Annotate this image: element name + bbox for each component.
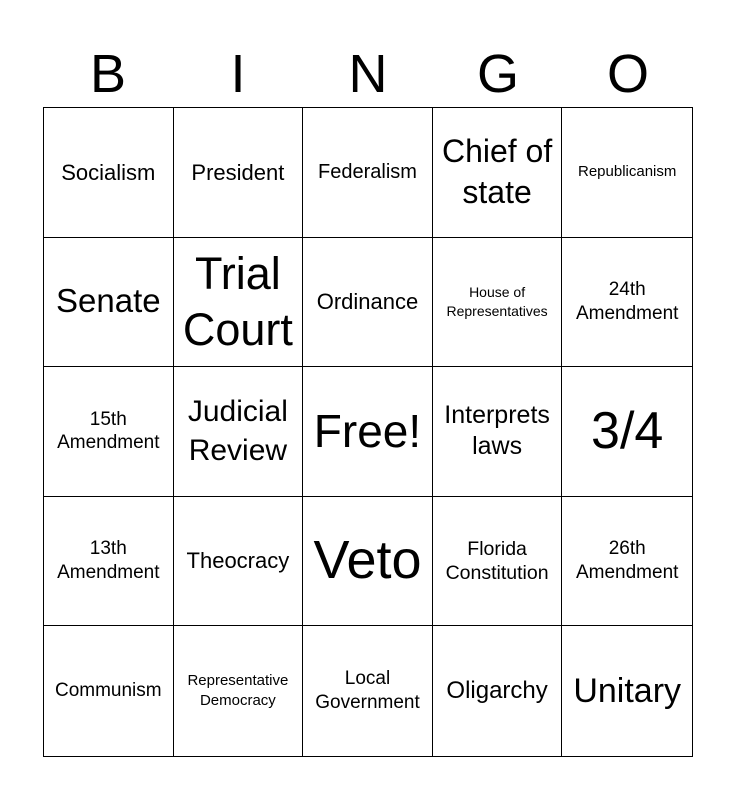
bingo-cell-r5c1[interactable] [44,626,174,756]
cell-label: 3/4 [591,401,664,460]
cell-label: Representative Democracy [187,671,289,710]
header-letter-o: O [606,44,649,104]
cell-label: Socialism [61,159,156,185]
bingo-cell-r3c3[interactable] [303,367,433,497]
bingo-cell-r4c2[interactable] [174,497,304,627]
bingo-cell-r1c1[interactable] [44,108,174,238]
cell-label: Interprets laws [444,401,550,461]
cell-label: Theocracy [186,548,290,574]
bingo-cell-r3c1[interactable] [44,367,174,497]
cell-label: Veto [313,530,422,591]
cell-label: 26th Amendment [575,538,679,584]
bingo-cell-r5c4[interactable] [433,626,563,756]
bingo-header [43,40,693,108]
header-letter-i: I [230,44,246,104]
bingo-cell-r1c5[interactable] [562,108,692,238]
cell-label: Trial Court [182,247,293,355]
cell-label: 24th Amendment [575,279,679,324]
bingo-cell-r3c5[interactable] [562,367,692,497]
cell-label: President [191,159,285,185]
cell-label: Ordinance [316,289,419,315]
bingo-cell-r5c5[interactable] [562,626,692,756]
bingo-cell-r5c3[interactable] [303,626,433,756]
bingo-cell-r2c3[interactable] [303,238,433,368]
bingo-cell-r4c5[interactable] [562,497,692,627]
bingo-cell-r3c4[interactable] [433,367,563,497]
cell-label: 15th Amendment [57,408,160,454]
bingo-cell-r3c2[interactable] [174,367,304,497]
bingo-cell-r4c3[interactable] [303,497,433,627]
bingo-cell-r4c1[interactable] [44,497,174,627]
bingo-cell-r5c2[interactable] [174,626,304,756]
bingo-cell-r2c4[interactable] [433,238,563,368]
cell-label: Florida Constitution [445,537,549,585]
header-letter-b: B [89,44,127,104]
bingo-cell-r2c5[interactable] [562,238,692,368]
bingo-cell-r2c2[interactable] [174,238,304,368]
free-space-label: Free! [313,404,422,457]
header-letter-n: N [348,44,388,104]
bingo-board [43,107,693,757]
cell-label: Judicial Review [187,395,288,468]
cell-label: House of Representatives [446,284,548,319]
bingo-cell-r1c2[interactable] [174,108,304,238]
bingo-cell-r4c4[interactable] [433,497,563,627]
cell-label: Chief of state [441,132,553,211]
cell-label: Unitary [573,672,682,711]
bingo-cell-r2c1[interactable] [44,238,174,368]
bingo-cell-r1c4[interactable] [433,108,563,238]
cell-label: Senate [56,282,161,320]
cell-label: Communism [54,680,162,702]
header-letter-g: G [476,44,519,104]
cell-label: Federalism [318,160,417,183]
cell-label: Oligarchy [446,677,548,705]
cell-label: Republicanism [578,163,677,181]
cell-label: Local Government [315,668,420,714]
cell-label: 13th Amendment [57,538,160,584]
bingo-cell-r1c3[interactable] [303,108,433,238]
